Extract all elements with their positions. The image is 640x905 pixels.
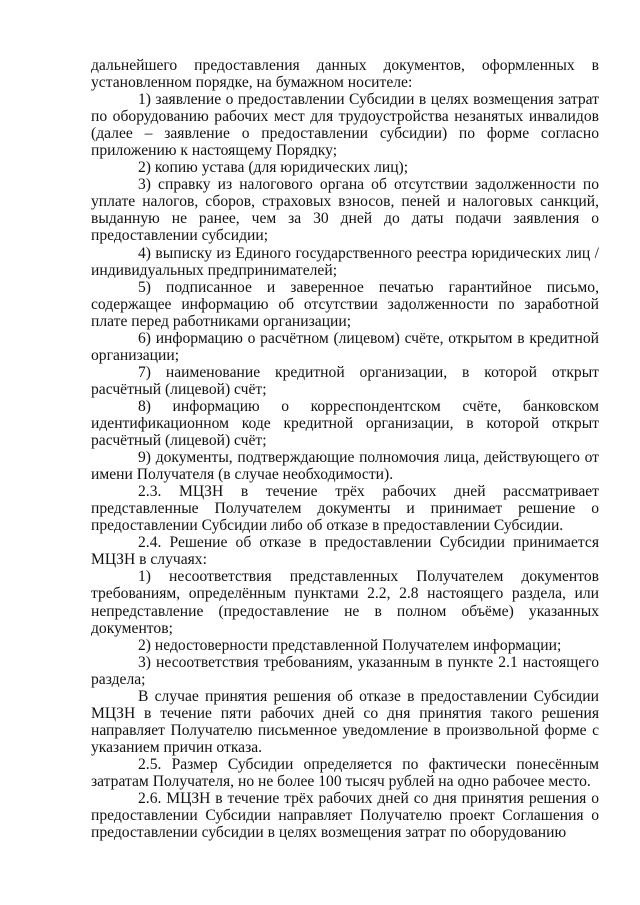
paragraph-refusal-case-2: 2) недостоверности представленной Получателем информации;: [138, 636, 562, 654]
paragraph-item-9: 9) документы, подтверждающие полномочия лица, действующего от имени Получателя (в случае необходимости).: [91, 449, 599, 484]
paragraph-item-7: 7) наименование кредитной организации, в которой открыт расчётный (лицевой) счёт;: [91, 363, 599, 398]
paragraph-section-2-6: 2.6. МЦЗН в течение трёх рабочих дней со дня принятия решения о предоставлении Субсидии направляет Получателю проект Соглашения о предоставлении субсидии в целях возмещения затрат по оборудованию: [91, 790, 599, 842]
paragraph-section-2-5: 2.5. Размер Субсидии определяется по фактически понесённым затратам Получателя, но не более 100 тысяч рублей на одно рабочее место.: [91, 755, 599, 790]
paragraph-item-2: 2) копию устава (для юридических лиц);: [138, 159, 409, 177]
paragraph-refusal-case-1: 1) несоответствия представленных Получателем документов требованиям, определённым пунктами 2.2, 2.8 настоящего раздела, или непредставление (предоставление не в полном объёме) указанных документов;: [91, 568, 599, 637]
paragraph-section-2-4: 2.4. Решение об отказе в предоставлении Субсидии принимается МЦЗН в случаях:: [91, 534, 599, 569]
paragraph-refusal-case-3: 3) несоответствия требованиям, указанным в пункте 2.1 настоящего раздела;: [91, 653, 599, 688]
paragraph-refusal-notice: В случае принятия решения об отказе в предоставлении Субсидии МЦЗН в течение пяти рабочих дней со дня принятия такого решения направляет Получателю письменное уведомление в произвольной форме с указанием причин отказа.: [91, 687, 599, 756]
document-page: [91, 57, 599, 841]
paragraph-item-5: 5) подписанное и заверенное печатью гарантийное письмо, содержащее информацию об отсутствии задолженности по заработной плате перед работниками организации;: [91, 278, 599, 330]
paragraph-item-3: 3) справку из налогового органа об отсутствии задолженности по уплате налогов, сборов, страховых взносов, пеней и налоговых санкций, выданную не ранее, чем за 30 дней до даты подачи заявления о предоставлении субсидии;: [91, 176, 599, 245]
paragraph-item-6: 6) информацию о расчётном (лицевом) счёте, открытом в кредитной организации;: [91, 329, 599, 364]
paragraph-item-1: 1) заявление о предоставлении Субсидии в целях возмещения затрат по оборудованию рабочих мест для трудоустройства незанятых инвалидов (далее – заявление о предоставлении субсидии) по форме согласно приложению к настоящему Порядку;: [91, 91, 599, 160]
paragraph-item-4: 4) выписку из Единого государственного реестра юридических лиц / индивидуальных предпринимателей;: [91, 244, 599, 279]
paragraph-intro: дальнейшего предоставления данных документов, оформленных в установленном порядке, на бумажном носителе:: [91, 57, 599, 92]
paragraph-item-8: 8) информацию о корреспондентском счёте, банковском идентификационном коде кредитной организации, в которой открыт расчётный (лицевой) счёт;: [91, 397, 599, 450]
paragraph-section-2-3: 2.3. МЦЗН в течение трёх рабочих дней рассматривает представленные Получателем документы и принимает решение о предоставлении Субсидии либо об отказе в предоставлении Субсидии.: [91, 483, 599, 535]
